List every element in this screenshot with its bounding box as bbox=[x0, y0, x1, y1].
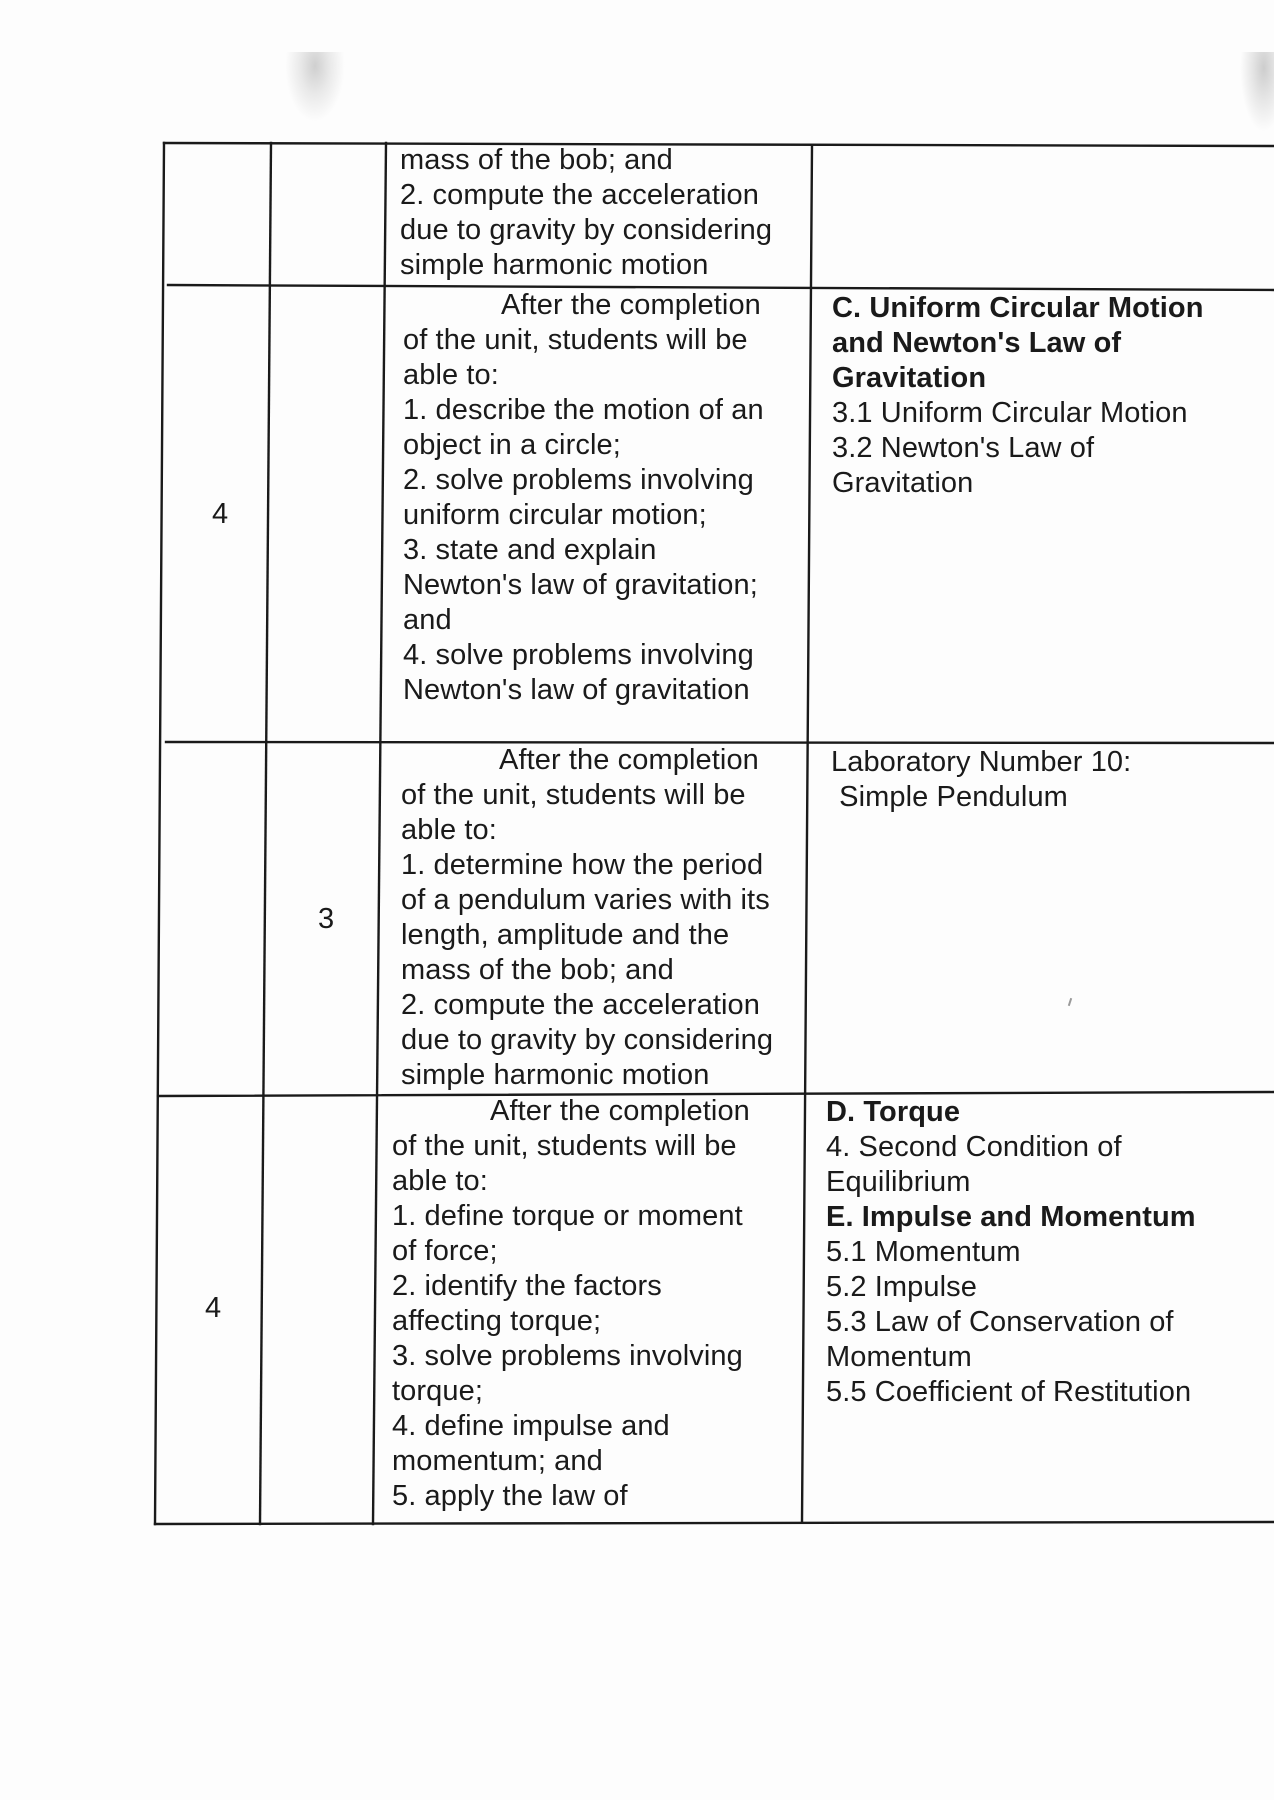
objective-line: momentum; and bbox=[392, 1445, 603, 1477]
objective-line: simple harmonic motion bbox=[401, 1059, 710, 1091]
topic-item: 5.1 Momentum bbox=[826, 1236, 1021, 1268]
topic-item: 4. Second Condition of bbox=[826, 1131, 1122, 1163]
topic-item: Equilibrium bbox=[826, 1166, 971, 1198]
objective-line: 3. solve problems involving bbox=[392, 1340, 743, 1372]
objective-line: length, amplitude and the bbox=[401, 919, 730, 951]
topic-item: Laboratory Number 10: bbox=[831, 746, 1132, 778]
topic-item: 3.1 Uniform Circular Motion bbox=[832, 397, 1188, 429]
binder-hole-shadow-left bbox=[285, 52, 345, 122]
topic-item: Simple Pendulum bbox=[831, 781, 1068, 813]
row-2-objectives bbox=[403, 288, 764, 708]
objective-intro: After the completion bbox=[499, 744, 759, 776]
objective-line: Newton's law of gravitation bbox=[403, 674, 750, 706]
row-3-objectives bbox=[401, 743, 773, 1093]
objective-line: due to gravity by considering bbox=[401, 1024, 774, 1056]
row-2-hours: 4 bbox=[212, 498, 229, 530]
objective-line: mass of the bob; and bbox=[400, 144, 673, 176]
objective-line: 2. compute the acceleration bbox=[400, 179, 759, 211]
row-1-objectives bbox=[400, 143, 772, 283]
topic-item: 5.2 Impulse bbox=[826, 1271, 978, 1303]
topic-heading: E. Impulse and Momentum bbox=[826, 1201, 1196, 1233]
objective-line: of force; bbox=[392, 1235, 498, 1267]
objective-line: able to: bbox=[392, 1165, 488, 1197]
objective-line: 2. compute the acceleration bbox=[401, 989, 760, 1021]
row-4-objectives bbox=[392, 1094, 750, 1514]
topic-item: Gravitation bbox=[832, 467, 974, 499]
objective-intro: After the completion bbox=[490, 1095, 750, 1127]
objective-line: object in a circle; bbox=[403, 429, 621, 461]
row-3-lab-hours: 3 bbox=[318, 903, 335, 935]
topic-item: 3.2 Newton's Law of bbox=[832, 432, 1095, 464]
objective-intro: After the completion bbox=[501, 289, 761, 321]
objective-line: simple harmonic motion bbox=[400, 249, 709, 281]
row-4-topics bbox=[826, 1095, 1196, 1410]
objective-line: torque; bbox=[392, 1375, 483, 1407]
objective-line: and bbox=[403, 604, 452, 636]
objective-line: uniform circular motion; bbox=[403, 499, 707, 531]
objective-line: 1. define torque or moment bbox=[392, 1200, 743, 1232]
stray-pen-mark bbox=[1068, 998, 1072, 1006]
objective-line: 1. determine how the period bbox=[401, 849, 764, 881]
binder-hole-shadow-right bbox=[1240, 52, 1274, 132]
row-3-topics bbox=[831, 745, 1131, 815]
objective-line: 3. state and explain bbox=[403, 534, 657, 566]
objective-line: due to gravity by considering bbox=[400, 214, 773, 246]
objective-line: affecting torque; bbox=[392, 1305, 602, 1337]
objective-line: mass of the bob; and bbox=[401, 954, 674, 986]
objective-line: able to: bbox=[403, 359, 499, 391]
topic-heading: Gravitation bbox=[832, 362, 987, 394]
topic-heading: D. Torque bbox=[826, 1096, 961, 1128]
topic-item: Momentum bbox=[826, 1341, 972, 1373]
objective-line: able to: bbox=[401, 814, 497, 846]
objective-line: of the unit, students will be bbox=[403, 324, 748, 356]
objective-line: 4. solve problems involving bbox=[403, 639, 754, 671]
objective-line: 4. define impulse and bbox=[392, 1410, 670, 1442]
row-4-hours: 4 bbox=[205, 1292, 222, 1324]
objective-line: 5. apply the law of bbox=[392, 1480, 628, 1512]
topic-heading: and Newton's Law of bbox=[832, 327, 1122, 359]
objective-line: of the unit, students will be bbox=[392, 1130, 737, 1162]
objective-line: Newton's law of gravitation; bbox=[403, 569, 758, 601]
objective-line: of the unit, students will be bbox=[401, 779, 746, 811]
topic-item: 5.5 Coefficient of Restitution bbox=[826, 1376, 1192, 1408]
row-2-topics bbox=[832, 291, 1204, 501]
objective-line: 2. solve problems involving bbox=[403, 464, 754, 496]
topic-heading: C. Uniform Circular Motion bbox=[832, 292, 1204, 324]
topic-item: 5.3 Law of Conservation of bbox=[826, 1306, 1174, 1338]
objective-line: 1. describe the motion of an bbox=[403, 394, 764, 426]
objective-line: 2. identify the factors bbox=[392, 1270, 662, 1302]
objective-line: of a pendulum varies with its bbox=[401, 884, 770, 916]
